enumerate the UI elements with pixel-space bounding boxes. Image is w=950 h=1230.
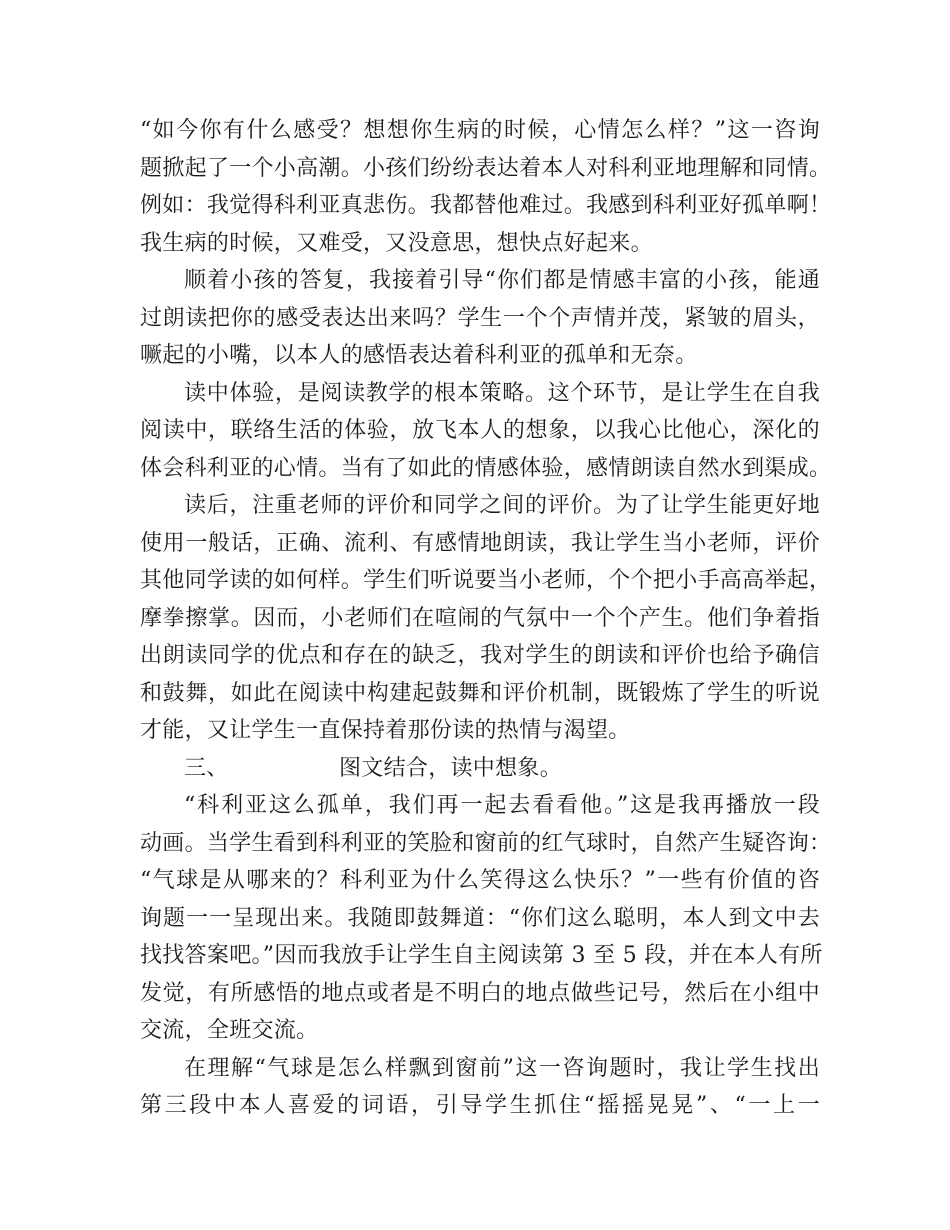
text-line: 读中体验，是阅读教学的根本策略。这个环节，是让学生在自我 [184,380,820,406]
text-line: 其他同学读的如何样。学生们听说要当小老师，个个把小手高高举起， [140,568,832,593]
text-line: 动画。当学生看到科利亚的笑脸和窗前的红气球时，自然产生疑咨询： [140,830,832,856]
paragraph-4 [140,487,832,750]
text-line: 摩拳擦掌。因而，小老师们在喧闹的气氛中一个个产生。他们争着指 [140,605,820,631]
text-line: 和鼓舞，如此在阅读中构建起鼓舞和评价机制，既锻炼了学生的听说 [140,680,820,706]
text-line: 我生病的时候，又难受，又没意思，想快点好起来。 [140,230,653,256]
text-line: “气球是从哪来的？科利亚为什么笑得这么快乐？”一些有价值的咨 [140,868,820,893]
text-line: 例如：我觉得科利亚真悲伤。我都替他难过。我感到科利亚好孤单啊！ [140,193,832,218]
paragraph-6 [140,1050,820,1125]
text-line: 发觉，有所感悟的地点或者是不明白的地点做些记号，然后在小组中 [140,980,820,1006]
paragraph-3 [140,375,832,488]
text-line: 题掀起了一个小高潮。小孩们纷纷表达着本人对科利亚地理解和同情。 [140,155,832,181]
paragraph-2 [140,262,820,375]
text-line: “如今你有什么感受？想想你生病的时候，心情怎么样？”这一咨询 [140,118,820,143]
text-line: 出朗读同学的优点和存在的缺乏，我对学生的朗读和评价也给予确信 [140,643,820,668]
paragraph-1 [140,112,832,262]
text-line: 噘起的小嘴，以本人的感悟表达着科利亚的孤单和无奈。 [140,343,698,368]
text-line: 找找答案吧。”因而我放手让学生自主阅读第 3 至 5 段，并在本人有所 [140,943,823,968]
text-line: 阅读中，联络生活的体验，放飞本人的想象，以我心比他心，深化的 [140,418,820,443]
section-heading [140,750,820,788]
text-line: 交流，全班交流。 [140,1018,319,1043]
text-line: 第三段中本人喜爱的词语，引导学生抓住“摇摇晃晃”、“一上一 [140,1093,820,1118]
text-line: 读后，注重老师的评价和同学之间的评价。为了让学生能更好地 [184,493,820,518]
text-line: 才能，又让学生一直保持着那份读的热情与渴望。 [140,718,631,743]
paragraph-5 [140,787,832,1050]
text-line: 询题一一呈现出来。我随即鼓舞道：“你们这么聪明，本人到文中去 [140,905,820,931]
text-line: 使用一般话，正确、流利、有感情地朗读，我让学生当小老师，评价 [140,530,820,556]
text-line: “科利亚这么孤单，我们再一起去看看他。”这是我再播放一段 [184,793,820,818]
text-line: 在理解“气球是怎么样飘到窗前”这一咨询题时，我让学生找出 [184,1055,820,1081]
document-body [140,112,832,1125]
section-heading-title: 图文结合，读中想象。 [339,755,563,781]
section-heading-number: 三、 [184,755,229,781]
text-line: 顺着小孩的答复，我接着引导“你们都是情感丰富的小孩，能通 [184,268,820,293]
text-line: 体会科利亚的心情。当有了如此的情感体验，感情朗读自然水到渠成。 [140,455,832,481]
text-line: 过朗读把你的感受表达出来吗？学生一个个声情并茂，紧皱的眉头， [140,305,820,331]
